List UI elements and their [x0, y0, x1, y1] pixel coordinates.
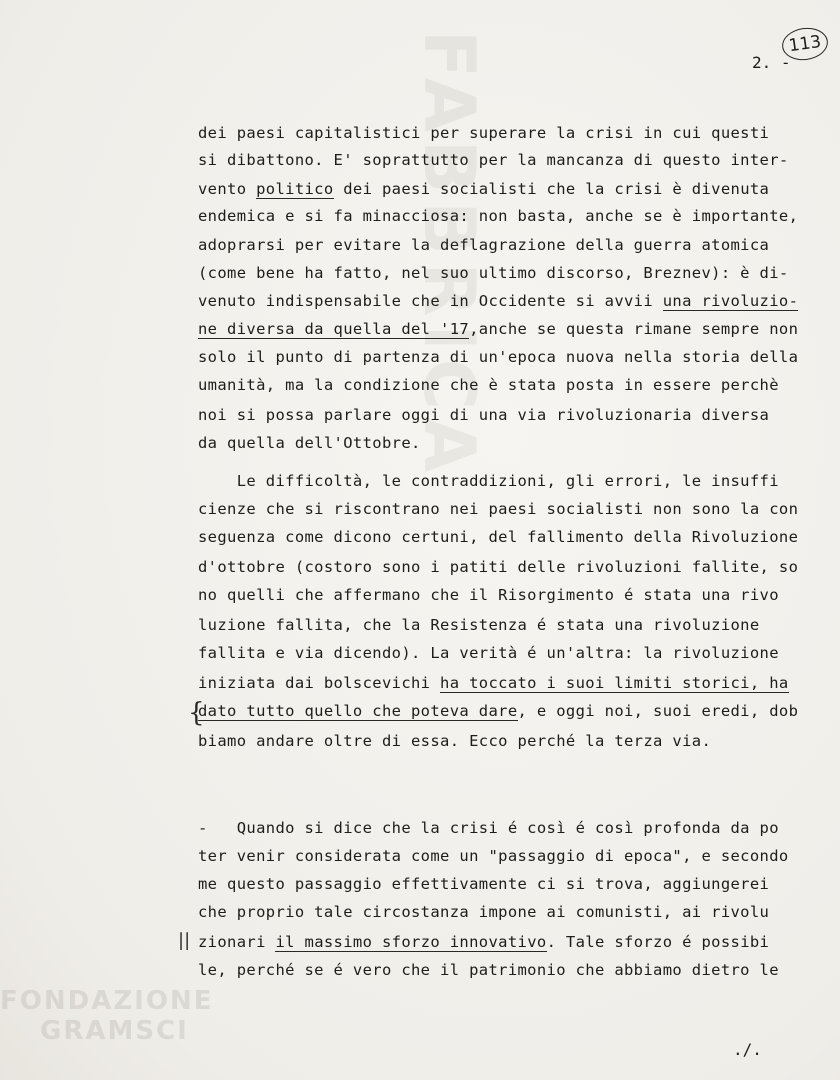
- underlined-phrase: politico: [256, 180, 334, 198]
- page-number: 2. -: [752, 53, 791, 72]
- text-line: le, perché se é vero che il patrimonio che abbiamo dietro le: [198, 961, 779, 979]
- text-line: Le difficoltà, le contraddizioni, gli errori, le insuffi: [198, 472, 779, 490]
- stamp-watermark: FABBRICA: [408, 30, 490, 481]
- text-line: luzione fallita, che la Resistenza é stata una rivoluzione: [198, 616, 760, 634]
- underlined-phrase: dato tutto quello che poteva dare: [198, 702, 518, 720]
- text-line: iniziata dai bolscevichi ha toccato i suoi limiti storici, ha: [198, 674, 789, 692]
- continuation-mark: ./.: [733, 1040, 762, 1059]
- text-line: dei paesi capitalistici per superare la crisi in cui questi: [198, 124, 770, 142]
- text-line: solo il punto di partenza di un'epoca nuova nella storia della: [198, 348, 799, 366]
- logo-line-2: GRAMSCI: [40, 1016, 189, 1046]
- text-line: vento politico dei paesi socialisti che la crisi è divenuta: [198, 180, 770, 198]
- text-line: seguenza come dicono certuni, del fallimento della Rivoluzione: [198, 528, 799, 546]
- text-line: zionari il massimo sforzo innovativo. Tale sforzo é possibi: [198, 933, 770, 951]
- margin-brace-mark: {: [188, 698, 205, 728]
- underlined-phrase: il massimo sforzo innovativo: [275, 933, 547, 951]
- text-line: endemica e si fa minacciosa: non basta, anche se è importante,: [198, 207, 799, 225]
- text-line: (come bene ha fatto, nel suo ultimo discorso, Breznev): è di-: [198, 264, 789, 282]
- folio-number: 113: [780, 25, 830, 63]
- text-line: cienze che si riscontrano nei paesi socialisti non sono la con: [198, 500, 799, 518]
- text-line: umanità, ma la condizione che è stata posta in essere perchè: [198, 376, 779, 394]
- underlined-phrase: ha toccato i suoi limiti storici, ha: [440, 674, 789, 692]
- text-line: adoprarsi per evitare la deflagrazione della guerra atomica: [198, 236, 770, 254]
- text-line: venuto indispensabile che in Occidente si avvii una rivoluzio-: [198, 292, 799, 310]
- text-line: dato tutto quello che poteva dare, e oggi noi, suoi eredi, dob: [198, 702, 799, 720]
- text-line: fallita e via dicendo). La verità é un'altra: la rivoluzione: [198, 644, 779, 662]
- text-line: - Quando si dice che la crisi é così é così profonda da po: [198, 819, 779, 837]
- text-line: d'ottobre (costoro sono i patiti delle rivoluzioni fallite, so: [198, 558, 799, 576]
- text-line: ter venir considerata come un "passaggio di epoca", e secondo: [198, 847, 789, 865]
- text-line: biamo andare oltre di essa. Ecco perché la terza via.: [198, 732, 712, 750]
- text-line: da quella dell'Ottobre.: [198, 434, 421, 452]
- text-line: ne diversa da quella del '17,anche se questa rimane sempre non: [198, 320, 799, 338]
- margin-double-bar-mark: ||: [178, 930, 191, 951]
- text-line: me questo passaggio effettivamente ci si trova, aggiungerei: [198, 875, 770, 893]
- text-line: noi si possa parlare oggi di una via rivoluzionaria diversa: [198, 406, 770, 424]
- text-line: no quelli che affermano che il Risorgimento é stata una rivo: [198, 586, 779, 604]
- logo-line-1: FONDAZIONE: [0, 986, 214, 1016]
- underlined-phrase: ne diversa da quella del '17: [198, 320, 470, 338]
- underlined-phrase: una rivoluzio-: [662, 292, 799, 310]
- foundation-logo-watermark: [0, 986, 213, 1046]
- text-line: che proprio tale circostanza impone ai comunisti, ai rivolu: [198, 903, 770, 921]
- text-line: si dibattono. E' soprattutto per la mancanza di questo inter-: [198, 151, 789, 169]
